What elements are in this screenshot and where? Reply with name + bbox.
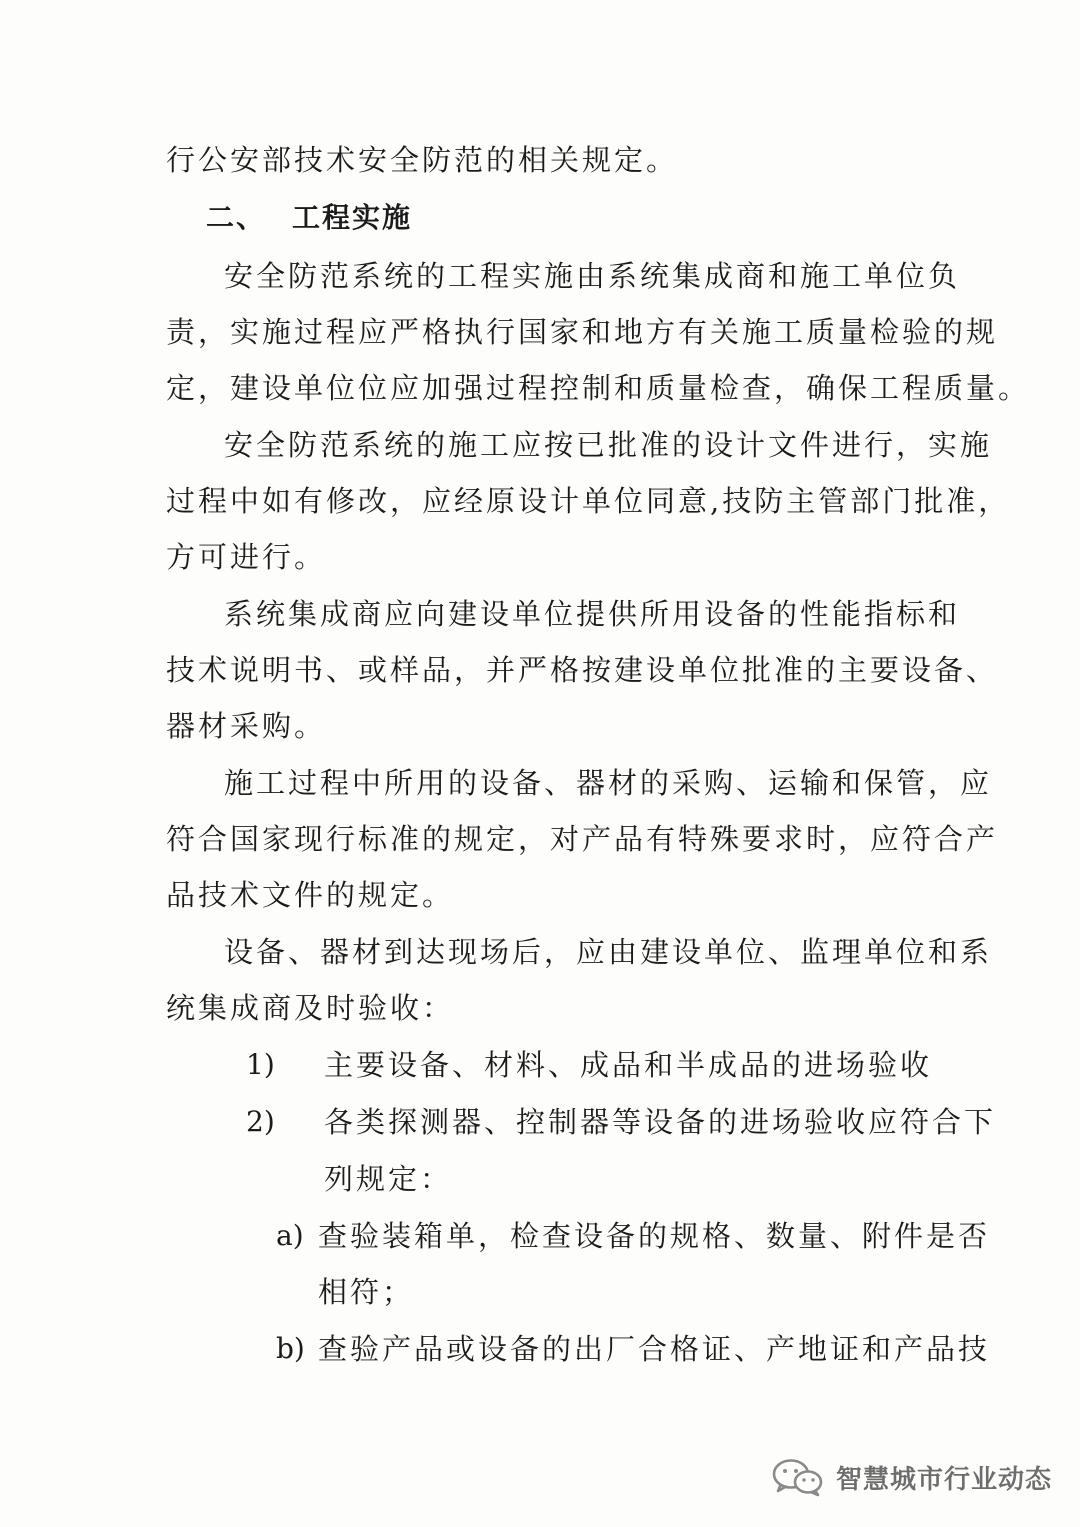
watermark	[768, 1454, 1052, 1500]
paragraph-line: 系统集成商应向建设单位提供所用设备的性能指标和	[224, 597, 961, 631]
paragraph-line: 行公安部技术安全防范的相关规定。	[166, 143, 679, 177]
paragraph-line: 技术说明书、或样品，并严格按建设单位批准的主要设备、	[166, 653, 999, 687]
list-item-line: 列规定：	[324, 1162, 453, 1196]
paragraph-line: 器材采购。	[166, 709, 327, 743]
list-marker: a)	[276, 1219, 304, 1252]
watermark-text: 智慧城市行业动态	[836, 1464, 1053, 1495]
paragraph-line: 安全防范系统的施工应按已批准的设计文件进行，实施	[224, 428, 993, 462]
paragraph-line: 过程中如有修改，应经原设计单位同意,技防主管部门批准，	[166, 484, 1011, 518]
paragraph-line: 方可进行。	[166, 540, 327, 574]
paragraph-line: 品技术文件的规定。	[166, 878, 455, 912]
list-marker: b)	[276, 1332, 305, 1365]
paragraph-line: 统集成商及时验收：	[166, 991, 455, 1025]
section-number: 二、	[206, 201, 267, 234]
list-marker: 2)	[246, 1105, 275, 1138]
paragraph-line: 符合国家现行标准的规定，对产品有特殊要求时，应符合产	[166, 822, 999, 856]
list-item-line: 查验装箱单，检查设备的规格、数量、附件是否	[318, 1219, 991, 1253]
list-item-line: 各类探测器、控制器等设备的进场验收应符合下	[324, 1105, 997, 1139]
paragraph-line: 定，建设单位位应加强过程控制和质量检查，确保工程质量。	[166, 371, 1031, 405]
list-item-line: 主要设备、材料、成品和半成品的进场验收	[324, 1048, 933, 1082]
list-item-line: 相符；	[318, 1275, 415, 1309]
wechat-icon	[768, 1457, 828, 1497]
paragraph-line: 安全防范系统的工程实施由系统集成商和施工单位负	[224, 259, 961, 293]
paragraph-line: 施工过程中所用的设备、器材的采购、运输和保管，应	[224, 766, 993, 800]
section-heading	[206, 198, 412, 238]
paragraph-line: 设备、器材到达现场后，应由建设单位、监理单位和系	[224, 935, 993, 969]
paragraph-line: 责，实施过程应严格执行国家和地方有关施工质量检验的规	[166, 315, 999, 349]
section-title: 工程实施	[292, 201, 413, 234]
list-marker: 1)	[246, 1048, 275, 1081]
list-item-line: 查验产品或设备的出厂合格证、产地证和产品技	[318, 1332, 991, 1366]
